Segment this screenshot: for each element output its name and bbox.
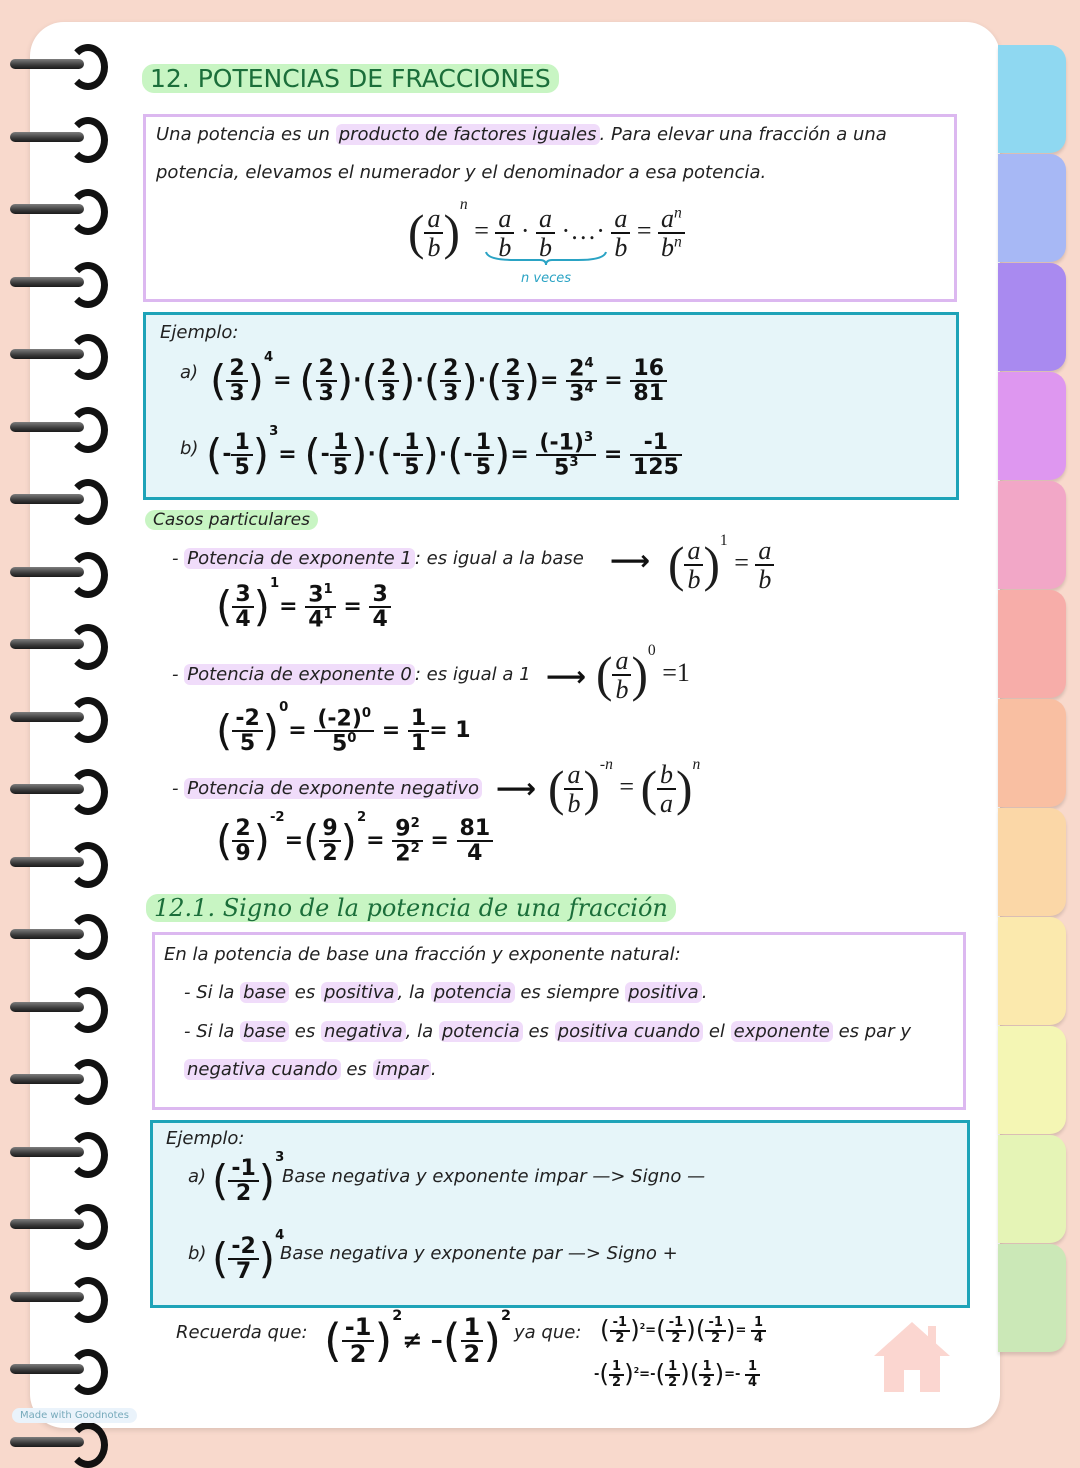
text-segment: : es igual a la base bbox=[414, 548, 584, 569]
binder-ring bbox=[10, 987, 102, 1027]
binder-ring bbox=[10, 117, 102, 157]
because-math-2: -( $\frac{1}{2}$ )$^2$=-( $\frac{1}{2}$ )( $\frac{1}{2}$ )=- $\frac{1}{4}$ bbox=[594, 1360, 760, 1389]
subsection-title-text: 12.1. Signo de la potencia de una fracción bbox=[146, 894, 676, 922]
highlight: base bbox=[240, 982, 289, 1003]
text-segment: es bbox=[289, 982, 321, 1003]
remember-label: Recuerda que: bbox=[176, 1322, 308, 1343]
binder-ring bbox=[10, 334, 102, 374]
text-segment: - Si la bbox=[184, 1021, 241, 1042]
section-tab-6[interactable] bbox=[998, 590, 1066, 698]
highlight: exponente bbox=[731, 1021, 833, 1042]
section-tab-1[interactable] bbox=[998, 45, 1066, 153]
case-exp-1-formula: ( $\frac{a}{b}$ )$^1$ = $\frac{a}{b}$ bbox=[668, 532, 774, 593]
arrow-icon: ⟶ bbox=[496, 772, 537, 805]
case-exp-1: - Potencia de exponente 1 : es igual a la base bbox=[172, 548, 584, 569]
sign-rule-negative-cont bbox=[184, 1059, 437, 1080]
binder-ring bbox=[10, 44, 102, 84]
binder-ring bbox=[10, 189, 102, 229]
sign-intro: En la potencia de base una fracción y exponente natural: bbox=[164, 944, 681, 965]
case-exp-0-formula: ( $\frac{a}{b}$ )$^0$ =1 bbox=[596, 642, 690, 705]
example-a-label: a) bbox=[180, 362, 199, 383]
goodnotes-watermark: Made with Goodnotes bbox=[12, 1408, 137, 1423]
text-segment: es bbox=[340, 1059, 373, 1080]
text-segment: es par y bbox=[832, 1021, 911, 1042]
binder-ring bbox=[10, 914, 102, 954]
arrow-icon: ⟶ bbox=[610, 544, 651, 577]
highlight: producto de factores iguales bbox=[336, 124, 600, 145]
section-tab-12[interactable] bbox=[998, 1244, 1066, 1352]
example-b-label: b) bbox=[180, 438, 199, 459]
highlight: positiva cuando bbox=[555, 1021, 703, 1042]
text-segment: es siempre bbox=[514, 982, 626, 1003]
example-b-label: b) bbox=[188, 1243, 207, 1264]
cases-label-text: Casos particulares bbox=[145, 510, 318, 530]
text-segment: : es igual a 1 bbox=[414, 664, 531, 685]
n-times-label: n veces bbox=[521, 271, 571, 286]
section-tab-2[interactable] bbox=[998, 154, 1066, 262]
remember-math: ( $\frac{-1}{2}$ )$^2$≠ –( $\frac{1}{2}$ )$^2$ bbox=[324, 1308, 512, 1368]
example-b-math: ( $\frac{-2}{7}$ )$^4$ bbox=[212, 1228, 285, 1284]
home-icon[interactable] bbox=[872, 1318, 952, 1394]
text-segment: , la bbox=[397, 982, 431, 1003]
highlight: Potencia de exponente 0 bbox=[184, 664, 415, 685]
because-label: ya que: bbox=[514, 1322, 582, 1343]
because-math-1: ( $\frac{-1}{2}$ )$^2$=( $\frac{-1}{2}$ )( $\frac{-1}{2}$ )= $\frac{1}{4}$ bbox=[600, 1316, 766, 1345]
text-segment: es bbox=[522, 1021, 555, 1042]
example-a-label: a) bbox=[188, 1166, 207, 1187]
section-title-text: 12. POTENCIAS DE FRACCIONES bbox=[142, 64, 559, 93]
case-exp-0-example: ( $\frac{-2}{5}$ )$^0$= $\frac{(-2)^0}{5^0}$ = $\frac{1}{1}$ = 1 bbox=[216, 700, 471, 757]
case-exp-neg-formula: ( $\frac{a}{b}$ )$^{-n}$ = ( $\frac{b}{a}$ )$^n$ bbox=[548, 756, 701, 819]
example-a-text: Base negativa y exponente impar —> Signo — bbox=[282, 1166, 706, 1187]
binder-ring bbox=[10, 1204, 102, 1244]
example-b-text: Base negativa y exponente par —> Signo + bbox=[280, 1243, 678, 1264]
highlight: base bbox=[240, 1021, 289, 1042]
section-tab-3[interactable] bbox=[998, 263, 1066, 371]
power-formula: ( $\frac{a}{b}$ )$^n$ = $\frac{a}{b}$ · $\frac{a}{b}$ ·…· $\frac{a}{b}$ = $\frac{a^n}{b^n}$ bbox=[408, 196, 685, 261]
section-title bbox=[142, 64, 559, 93]
spiral-binding bbox=[0, 30, 110, 1430]
highlight: potencia bbox=[431, 982, 515, 1003]
highlight: potencia bbox=[439, 1021, 523, 1042]
example-a-math: ( $\frac{-1}{2}$ )$^3$ bbox=[212, 1150, 285, 1206]
binder-ring bbox=[10, 769, 102, 809]
highlight: impar bbox=[373, 1059, 431, 1080]
binder-ring bbox=[10, 407, 102, 447]
case-exp-neg-example: ( $\frac{2}{9}$ )$^{-2}$=( $\frac{9}{2}$ )$^2$= $\frac{9^2}{2^2}$ = $\frac{81}{4}$ bbox=[216, 810, 493, 865]
definition-line-2: potencia, elevamos el numerador y el denominador a esa potencia. bbox=[156, 162, 767, 183]
section-tab-5[interactable] bbox=[998, 481, 1066, 589]
section-tab-7[interactable] bbox=[998, 699, 1066, 807]
example-label: Ejemplo: bbox=[160, 322, 239, 343]
binder-ring bbox=[10, 1422, 102, 1462]
definition-line-1 bbox=[156, 124, 887, 145]
text-segment: . Para elevar una fracción a una bbox=[599, 124, 887, 145]
highlight: Potencia de exponente 1 bbox=[184, 548, 415, 569]
text-segment: . bbox=[701, 982, 708, 1003]
arrow-icon: ⟶ bbox=[546, 660, 587, 693]
section-tab-9[interactable] bbox=[998, 917, 1066, 1025]
binder-ring bbox=[10, 1277, 102, 1317]
binder-ring bbox=[10, 1059, 102, 1099]
case-exp-0: - Potencia de exponente 0 : es igual a 1 bbox=[172, 664, 531, 685]
highlight: Potencia de exponente negativo bbox=[184, 778, 482, 799]
highlight: negativa cuando bbox=[184, 1059, 341, 1080]
sign-rule-positive bbox=[184, 982, 707, 1003]
binder-ring bbox=[10, 262, 102, 302]
binder-ring bbox=[10, 479, 102, 519]
highlight: negativa bbox=[321, 1021, 406, 1042]
binder-ring bbox=[10, 842, 102, 882]
text-segment: Una potencia es un bbox=[156, 124, 336, 145]
binder-ring bbox=[10, 1349, 102, 1389]
example-a-math: ( $\frac{2}{3}$ )$^4$= ( $\frac{2}{3}$ )·( $\frac{2}{3}$ )·( $\frac{2}{3}$ )·( $\frac{2}{3}$ )= $\frac{2^4}{3^4}$ = $\frac{16}{81}$ bbox=[210, 350, 667, 405]
text-segment: . bbox=[430, 1059, 437, 1080]
highlight: positiva bbox=[625, 982, 702, 1003]
sign-rule-negative bbox=[184, 1021, 911, 1042]
text-segment: es bbox=[289, 1021, 321, 1042]
example-b-math: (- $\frac{1}{5}$ )$^3$= (- $\frac{1}{5}$ )·(- $\frac{1}{5}$ )·(- $\frac{1}{5}$ )= $\frac{(-1)^3}{5^3}$ = $\frac{-1}{125}$ bbox=[206, 424, 682, 479]
example-label: Ejemplo: bbox=[166, 1128, 245, 1149]
section-tab-10[interactable] bbox=[998, 1026, 1066, 1134]
section-tab-11[interactable] bbox=[998, 1135, 1066, 1243]
binder-ring bbox=[10, 1132, 102, 1172]
binder-ring bbox=[10, 624, 102, 664]
text-segment: - Si la bbox=[184, 982, 241, 1003]
section-tab-4[interactable] bbox=[998, 372, 1066, 480]
section-tabs bbox=[998, 45, 1070, 1395]
subsection-title bbox=[146, 894, 676, 922]
highlight: positiva bbox=[321, 982, 398, 1003]
text-segment: el bbox=[703, 1021, 731, 1042]
text-segment: , la bbox=[405, 1021, 439, 1042]
section-tab-8[interactable] bbox=[998, 808, 1066, 916]
cases-label bbox=[145, 510, 318, 530]
binder-ring bbox=[10, 552, 102, 592]
case-exp-1-example: ( $\frac{3}{4}$ )$^1$= $\frac{3^1}{4^1}$ = $\frac{3}{4}$ bbox=[216, 576, 391, 631]
brace bbox=[484, 250, 608, 266]
binder-ring bbox=[10, 697, 102, 737]
case-exp-neg: - Potencia de exponente negativo bbox=[172, 778, 482, 799]
